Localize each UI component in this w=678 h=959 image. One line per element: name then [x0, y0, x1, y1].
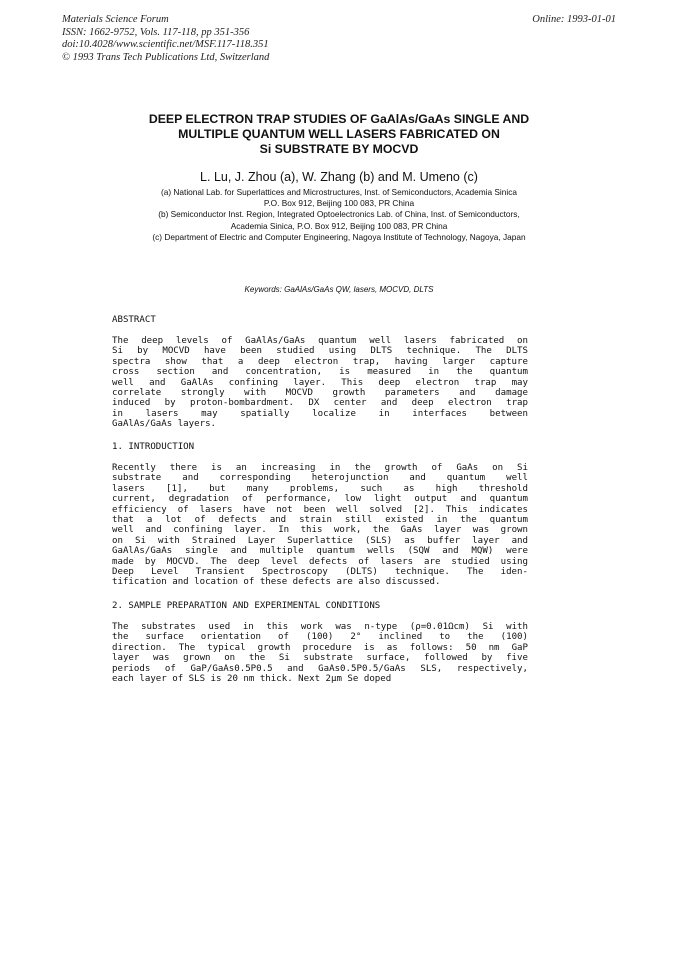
text-line: spectra show that a deep electron trap, having larger capture: [112, 356, 528, 367]
text-line: The substrates used in this work was n-type (ρ=0.01Ωcm) Si with: [112, 622, 528, 632]
authors: L. Lu, J. Zhou (a), W. Zhang (b) and M. Umeno (c): [200, 170, 478, 184]
affiliations: [70, 187, 608, 243]
introduction-body: [112, 463, 528, 588]
text-line: each layer of SLS is 20 nm thick. Next 2μm Se doped: [112, 674, 392, 685]
text-line: Deep Level Transient Spectroscopy (DLTS) technique. The iden-: [112, 567, 528, 578]
abstract-heading: ABSTRACT: [112, 315, 156, 325]
text-line: correlate strongly with MOCVD growth parameters and damage: [112, 388, 528, 399]
affiliation-a: (a) National Lab. for Superlattices and Microstructures, Inst. of Semiconductors, Academia Sinica P.O. Box 912, Beijing 100 083, PR China: [160, 187, 517, 209]
text-line: that a lot of defects and strain still existed in the quantum: [112, 515, 528, 526]
title-line: DEEP ELECTRON TRAP STUDIES OF GaAlAs/GaAs SINGLE AND: [148, 112, 530, 126]
paper-title: [100, 112, 578, 157]
text-line: substrate and corresponding heterojunction and quantum well: [112, 473, 528, 484]
text-line: current, degradation of performance, low light output and quantum: [112, 494, 528, 505]
title-line: Si SUBSTRATE BY MOCVD: [259, 142, 419, 156]
text-line: GaAlAs/GaAs layers.: [112, 419, 217, 430]
text-line: in lasers may spatially localize in interfaces between: [112, 408, 528, 419]
text-line: made by MOCVD. The deep level defects of lasers are studied using: [112, 556, 528, 567]
text-line: periods of GaP/GaAs0.5P0.5 and GaAs0.5P0.5/GaAs SLS, respectively,: [112, 663, 528, 674]
text-line: GaAlAs/GaAs single and multiple quantum wells (SQW and MQW) were: [112, 546, 528, 557]
doi-line: doi:10.4028/www.scientific.net/MSF.117-118.351: [62, 39, 269, 50]
text-line: tification and location of these defects are also discussed.: [112, 577, 441, 588]
text-line: The deep levels of GaAlAs/GaAs quantum well lasers fabricated on: [112, 336, 528, 346]
journal-header: [62, 14, 269, 64]
text-line: direction. The typical growth procedure is as follows: 50 nm GaP: [112, 642, 528, 653]
abstract-body: [112, 336, 528, 430]
sample-heading: 2. SAMPLE PREPARATION AND EXPERIMENTAL CONDITIONS: [112, 601, 381, 611]
text-line: well and GaAlAs confining layer. This deep electron trap may: [112, 377, 528, 388]
text-line: Recently there is an increasing in the growth of GaAs on Si: [112, 463, 528, 473]
text-line: cross section and concentration, is measured in the quantum: [112, 367, 528, 378]
text-line: the surface orientation of (100) 2° inclined to the (100): [112, 632, 528, 643]
text-line: well and confining layer. In this work, the GaAs layer was grown: [112, 525, 528, 536]
sample-body: [112, 622, 528, 684]
journal-name: Materials Science Forum: [62, 14, 169, 25]
text-line: efficiency of lasers have not been well solved [2]. This indicates: [112, 504, 528, 515]
copyright-line: © 1993 Trans Tech Publications Ltd, Switzerland: [62, 51, 270, 63]
text-line: lasers [1], but many problems, such as high threshold: [112, 483, 528, 494]
text-line: induced by proton-bombardment. DX center and deep electron trap: [112, 398, 528, 409]
issn-line: ISSN: 1662-9752, Vols. 117-118, pp 351-356: [62, 26, 250, 38]
keywords: Keywords: GaAlAs/GaAs QW, lasers, MOCVD, DLTS: [244, 285, 434, 294]
affiliation-b: (b) Semiconductor Inst. Region, Integrated Optoelectronics Lab. of China, Inst. of Semiconductors, Academia Sinica, P.O. Box 912, Beijing 100 083, PR China: [158, 209, 520, 231]
introduction-heading: 1. INTRODUCTION: [112, 442, 195, 452]
text-line: Si by MOCVD have been studied using DLTS technique. The DLTS: [112, 346, 528, 357]
affiliation-c: (c) Department of Electric and Computer Engineering, Nagoya Institute of Technology, Nagoya, Japan: [152, 231, 526, 242]
title-line: MULTIPLE QUANTUM WELL LASERS FABRICATED ON: [178, 127, 500, 141]
text-line: on Si with Strained Layer Superlattice (SLS) as buffer layer and: [112, 535, 528, 546]
text-line: layer was grown on the Si substrate surface, followed by five: [112, 653, 528, 664]
online-date: Online: 1993-01-01: [532, 14, 616, 25]
